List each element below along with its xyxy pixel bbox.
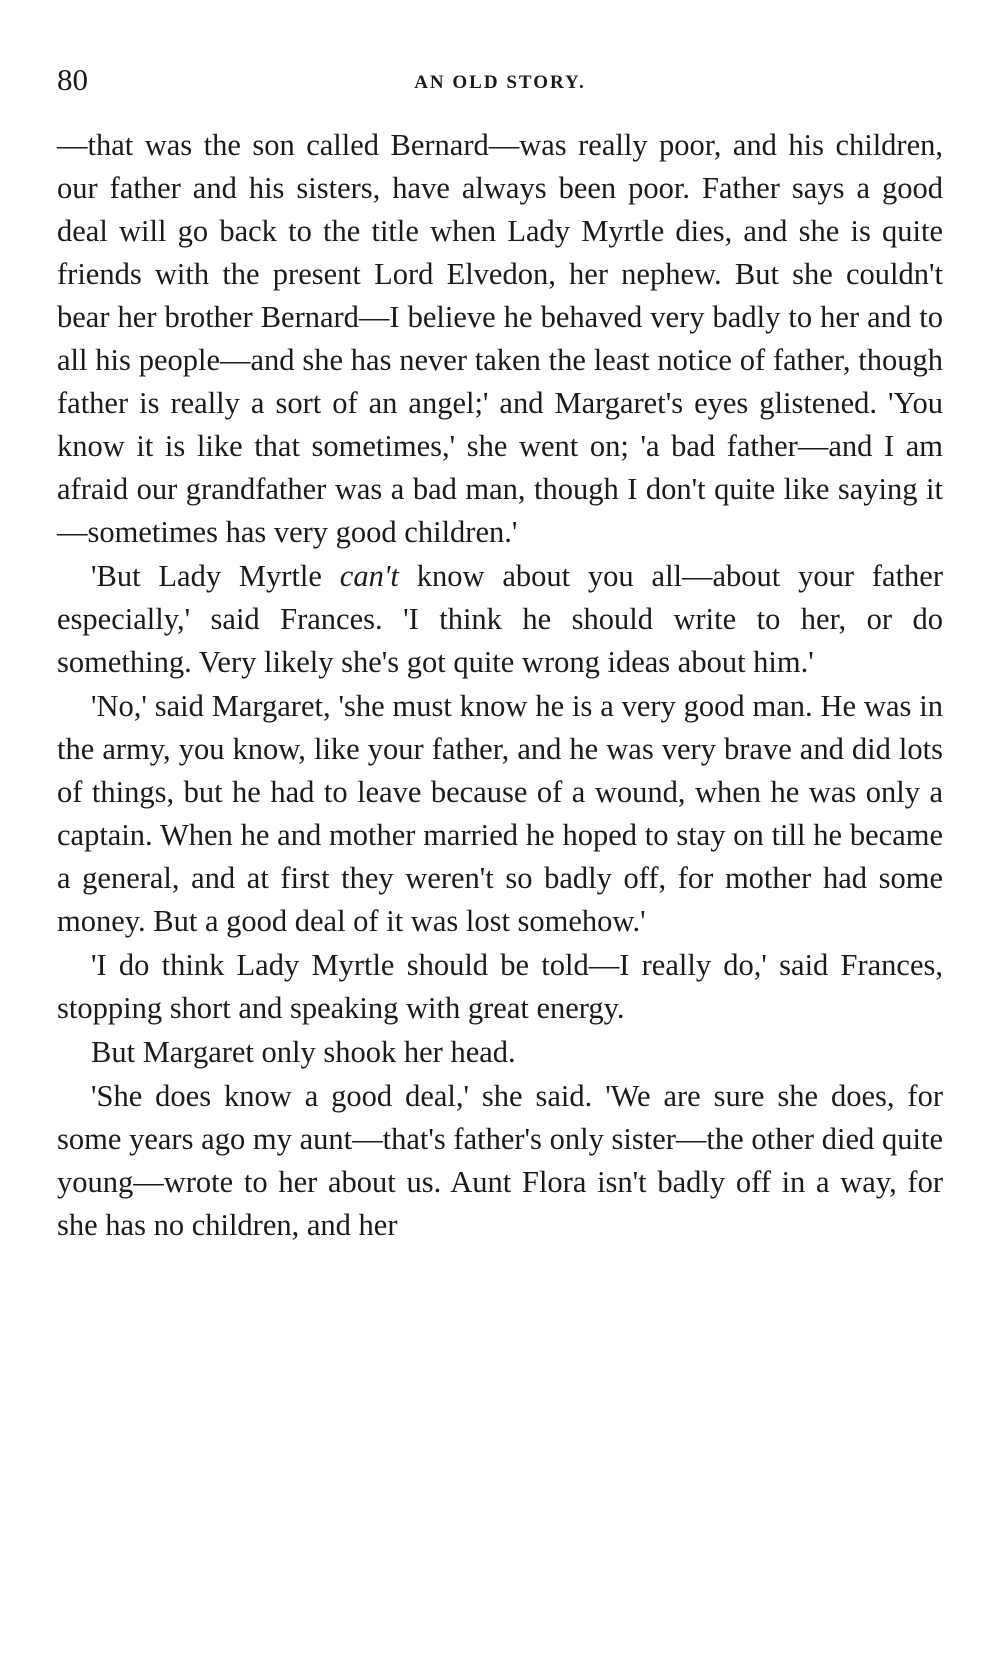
paragraph-text: 'No,' said Margaret, 'she must know he is a very good man. He was in the army, you know, like your father, and he was very brave and did lots of things, but he had to leave because of a wound, when he was only a captain. When he and mother married he hoped to stay on till he became a general, and at first they weren't so badly off, for mother had some money. But a good deal of it was lost somehow.'	[57, 689, 943, 938]
paragraph-text: 'She does know a good deal,' she said. 'We are sure she does, for some years ago my aunt—that's father's only sister—the other died quite young—wrote to her about us. Aunt Flora isn't badly off in a way, for she has no children, and her	[57, 1079, 943, 1242]
italic-emphasis: can't	[339, 559, 399, 593]
paragraph	[57, 555, 943, 684]
paragraph	[57, 124, 943, 554]
running-head: AN OLD STORY.	[414, 72, 586, 93]
body-text	[57, 124, 943, 1247]
paragraph-text: But Margaret only shook her head.	[91, 1035, 516, 1069]
paragraph	[57, 1075, 943, 1247]
paragraph-text: know about you all—about your father especially,' said Frances. 'I think he should write to her, or do something. Very likely she's got quite wrong ideas about him.'	[57, 559, 943, 679]
paragraph	[57, 944, 943, 1030]
page-number: 80	[57, 62, 88, 97]
paragraph-text: —that was the son called Bernard—was really poor, and his children, our father and his sisters, have always been poor. Father says a good deal will go back to the title when Lady Myrtle dies, and she is quite friends with the present Lord Elvedon, her nephew. But she couldn't bear her brother Bernard—I believe he behaved very badly to her and to all his people—and she has never taken the least notice of father, though father is really a sort of an angel;' and Margaret's eyes glistened. 'You know it is like that sometimes,' she went on; 'a bad father—and I am afraid our grandfather was a bad man, though I don't quite like saying it—sometimes has very good children.'	[57, 128, 943, 549]
paragraph-text: 'I do think Lady Myrtle should be told—I really do,' said Frances, stopping short and speaking with great energy.	[57, 948, 943, 1025]
paragraph	[57, 1031, 943, 1074]
paragraph-text: 'But Lady Myrtle	[91, 559, 340, 593]
paragraph	[57, 685, 943, 943]
